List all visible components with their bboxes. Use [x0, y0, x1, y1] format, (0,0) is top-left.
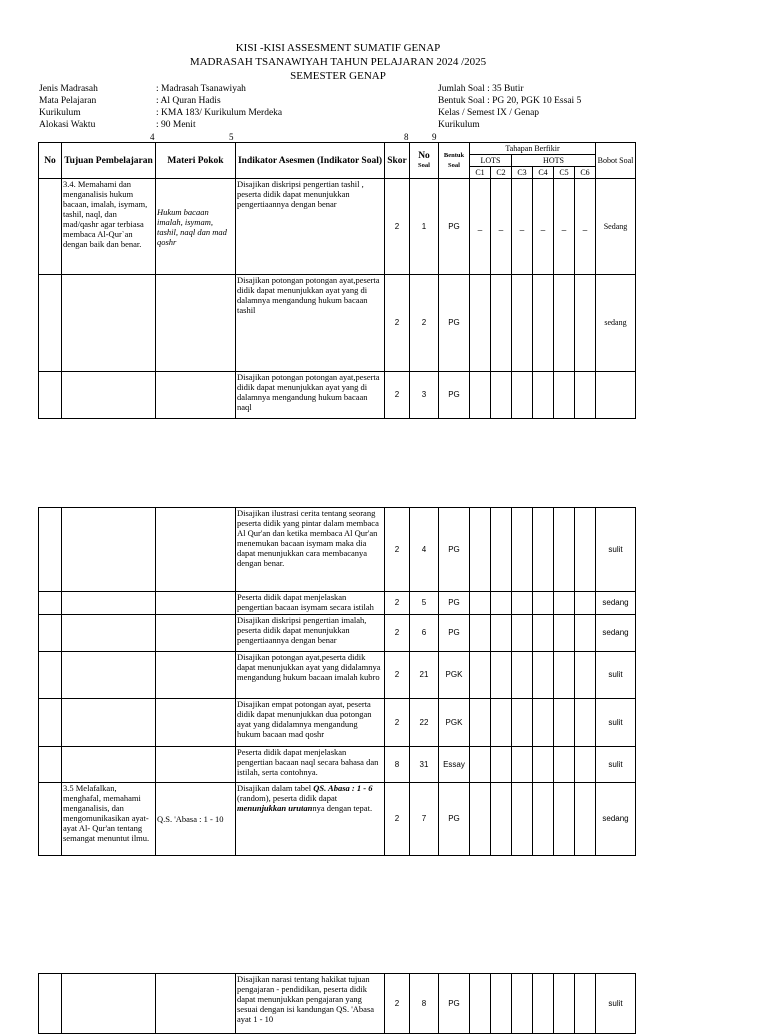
cell-level-c5: [554, 699, 575, 747]
cell-materi: [156, 699, 236, 747]
cell-level-c3: [512, 592, 533, 615]
table-row: [39, 615, 636, 652]
cell-level-c6: [575, 783, 596, 856]
cell-indikator: Peserta didik dapat menjelaskan pengertian bacaan isymam secara istilah: [236, 592, 385, 615]
cell-level-c5: [554, 747, 575, 783]
cell-skor: 2: [385, 508, 410, 592]
cell-level-c5: [554, 592, 575, 615]
cell-indikator: Disajikan potongan ayat,peserta didik dapat menunjukkan ayat yang didalamnya mengandung hukum bacaan imalah kubro: [236, 652, 385, 699]
cell-level-c4: [533, 747, 554, 783]
meta-value-alokasi: : 90 Menit: [156, 120, 196, 130]
cell-skor: 2: [385, 179, 410, 275]
cell-materi: Hukum bacaan imalah, isymam, tashil, naql dan mad qoshr: [156, 179, 236, 275]
cell-level-c1: _: [470, 179, 491, 275]
kisi-kisi-table-continued-2: [38, 973, 636, 1034]
cell-bentuk: PG: [439, 615, 470, 652]
cell-bentuk: PGK: [439, 652, 470, 699]
header-lots: LOTS: [470, 155, 512, 167]
cell-skor: 2: [385, 652, 410, 699]
cell-materi: Q.S. 'Abasa : 1 - 10: [156, 783, 236, 856]
table-row: [39, 179, 636, 275]
meta-label-alokasi: Alokasi Waktu: [39, 120, 96, 130]
cell-no: [39, 179, 62, 275]
cell-no-soal: 2: [410, 275, 439, 372]
cell-level-c4: [533, 699, 554, 747]
meta-value-kurikulum: : KMA 183/ Kurikulum Merdeka: [156, 108, 283, 118]
cell-materi: [156, 592, 236, 615]
indikator-text: Disajikan dalam tabel: [237, 783, 314, 793]
header-no-soal: [410, 143, 439, 179]
indikator-emphasis: menunjukkan urutan: [237, 803, 313, 813]
cell-indikator: Disajikan diskripsi pengertian imalah, peserta didik dapat menunjukkan pengertiaannya dengan benar: [236, 615, 385, 652]
cell-level-c2: [491, 615, 512, 652]
cell-bentuk: PGK: [439, 699, 470, 747]
cell-level-c4: [533, 592, 554, 615]
cell-level-c3: [512, 783, 533, 856]
header-tahapan: Tahapan Berfikir: [470, 143, 596, 155]
cell-level-c4: [533, 783, 554, 856]
cell-level-c6: [575, 508, 596, 592]
cell-level-c4: _: [533, 179, 554, 275]
header-bentuk-line2: Soal: [448, 161, 460, 169]
cell-skor: 2: [385, 974, 410, 1034]
header-no-soal-line1: No: [418, 150, 430, 161]
cell-bentuk: PG: [439, 372, 470, 419]
cell-level-c2: [491, 592, 512, 615]
cell-tujuan: [62, 372, 156, 419]
cell-skor: 8: [385, 747, 410, 783]
cell-level-c4: [533, 508, 554, 592]
cell-tujuan: 3.4. Memahami dan menganalisis hukum bacaan, imalah, isymam, tashil, naql, dan mad/qashr agar terbiasa membaca Al-Qur`an dengan baik dan benar.: [62, 179, 156, 275]
cell-level-c2: [491, 747, 512, 783]
header-level-c6: C6: [575, 167, 596, 179]
cell-bobot: sedang: [596, 615, 636, 652]
meta-jumlah-soal: Jumlah Soal : 35 Butir: [438, 84, 524, 94]
table-row: [39, 747, 636, 783]
header-tujuan: Tujuan Pembelajaran: [62, 143, 156, 179]
cell-bentuk: PG: [439, 179, 470, 275]
cell-materi: [156, 615, 236, 652]
cell-no-soal: 21: [410, 652, 439, 699]
cell-indikator: Disajikan potongan potongan ayat,peserta didik dapat menunjukkan ayat yang di dalamnya mengandung hukum bacaan tashil: [236, 275, 385, 372]
cell-indikator: [236, 783, 385, 856]
cell-level-c1: [470, 372, 491, 419]
column-number: 9: [432, 132, 437, 142]
header-level-c1: C1: [470, 167, 491, 179]
header-bentuk-soal: [439, 143, 470, 179]
cell-no: [39, 592, 62, 615]
cell-bentuk: PG: [439, 974, 470, 1034]
indikator-surah-ref: QS. Abasa : 1 - 6: [313, 783, 373, 793]
table-row: [39, 372, 636, 419]
header-no: No: [39, 143, 62, 179]
cell-level-c1: [470, 747, 491, 783]
cell-level-c2: [491, 275, 512, 372]
meta-kelas: Kelas / Semest IX / Genap: [438, 108, 540, 118]
meta-kurikulum-right: Kurikulum: [438, 120, 480, 130]
table-row: [39, 652, 636, 699]
cell-level-c5: [554, 275, 575, 372]
cell-no-soal: 22: [410, 699, 439, 747]
cell-skor: 2: [385, 275, 410, 372]
cell-level-c3: [512, 615, 533, 652]
cell-materi: [156, 747, 236, 783]
cell-tujuan: [62, 615, 156, 652]
cell-no-soal: 4: [410, 508, 439, 592]
column-number: 4: [150, 132, 155, 142]
cell-tujuan: 3.5 Melafalkan, menghafal, memahami menganalisis, dan mengomunikasikan ayat-ayat Al- Qur'an tentang semangat menuntut ilmu.: [62, 783, 156, 856]
cell-tujuan: [62, 652, 156, 699]
header-bobot: Bobot Soal: [596, 143, 636, 179]
table-row: [39, 275, 636, 372]
header-hots: HOTS: [512, 155, 596, 167]
meta-label-jenis: Jenis Madrasah: [39, 84, 98, 94]
cell-skor: 2: [385, 592, 410, 615]
cell-level-c2: [491, 783, 512, 856]
cell-level-c6: _: [575, 179, 596, 275]
cell-level-c2: [491, 508, 512, 592]
cell-bobot: sedang: [596, 275, 636, 372]
cell-level-c1: [470, 699, 491, 747]
cell-no: [39, 699, 62, 747]
cell-skor: 2: [385, 615, 410, 652]
cell-no: [39, 275, 62, 372]
cell-level-c1: [470, 592, 491, 615]
header-level-c3: C3: [512, 167, 533, 179]
cell-level-c3: [512, 652, 533, 699]
cell-skor: 2: [385, 699, 410, 747]
header-indikator: Indikator Asesmen (Indikator Soal): [236, 143, 385, 179]
indikator-text: nya dengan tepat.: [312, 803, 373, 813]
cell-no: [39, 372, 62, 419]
cell-no: [39, 652, 62, 699]
cell-skor: 2: [385, 372, 410, 419]
cell-bobot: sedang: [596, 783, 636, 856]
cell-level-c6: [575, 974, 596, 1034]
cell-level-c4: [533, 372, 554, 419]
cell-level-c1: [470, 783, 491, 856]
cell-level-c3: [512, 699, 533, 747]
cell-indikator: Disajikan potongan potongan ayat,peserta didik dapat menunjukkan ayat yang di dalamnya mengandung hukum bacaan naql: [236, 372, 385, 419]
cell-level-c3: [512, 508, 533, 592]
cell-level-c4: [533, 615, 554, 652]
cell-bobot: Sedang: [596, 179, 636, 275]
cell-level-c5: _: [554, 179, 575, 275]
meta-label-kurikulum: Kurikulum: [39, 108, 81, 118]
cell-bentuk: PG: [439, 783, 470, 856]
cell-bobot: sulit: [596, 699, 636, 747]
cell-level-c2: [491, 974, 512, 1034]
cell-materi: [156, 652, 236, 699]
cell-level-c5: [554, 508, 575, 592]
cell-bobot: sedang: [596, 592, 636, 615]
header-materi: Materi Pokok: [156, 143, 236, 179]
cell-tujuan: [62, 974, 156, 1034]
cell-no-soal: 1: [410, 179, 439, 275]
doc-title: KISI -KISI ASSESMENT SUMATIF GENAP: [235, 42, 441, 54]
cell-level-c2: _: [491, 179, 512, 275]
cell-no: [39, 747, 62, 783]
cell-indikator: Disajikan narasi tentang hakikat tujuan pengajaran - pendidikan, peserta didik dapat menunjukkan pengajaran yang sesuai dengan isi kandungan QS. 'Abasa ayat 1 - 10: [236, 974, 385, 1034]
cell-level-c6: [575, 275, 596, 372]
cell-bobot: sulit: [596, 974, 636, 1034]
cell-materi: [156, 275, 236, 372]
cell-bentuk: Essay: [439, 747, 470, 783]
cell-level-c5: [554, 615, 575, 652]
meta-bentuk-soal: Bentuk Soal : PG 20, PGK 10 Essai 5: [438, 96, 582, 106]
cell-indikator: Peserta didik dapat menjelaskan pengertian bacaan naql secara bahasa dan istilah, serta contohnya.: [236, 747, 385, 783]
table-row: [39, 974, 636, 1034]
cell-bobot: sulit: [596, 508, 636, 592]
cell-no: [39, 783, 62, 856]
cell-no-soal: 6: [410, 615, 439, 652]
column-number: 5: [229, 132, 234, 142]
cell-bentuk: PG: [439, 592, 470, 615]
cell-bentuk: PG: [439, 275, 470, 372]
cell-level-c6: [575, 699, 596, 747]
cell-no: [39, 508, 62, 592]
header-level-c2: C2: [491, 167, 512, 179]
meta-value-jenis: : Madrasah Tsanawiyah: [156, 84, 246, 94]
cell-level-c5: [554, 783, 575, 856]
kisi-kisi-table: [38, 142, 636, 419]
doc-subtitle: MADRASAH TSANAWIYAH TAHUN PELAJARAN 2024 /2025: [189, 56, 487, 68]
cell-level-c3: _: [512, 179, 533, 275]
cell-no-soal: 3: [410, 372, 439, 419]
cell-level-c4: [533, 275, 554, 372]
cell-level-c3: [512, 275, 533, 372]
cell-bobot: sulit: [596, 652, 636, 699]
cell-level-c3: [512, 372, 533, 419]
table-row: [39, 699, 636, 747]
cell-no-soal: 5: [410, 592, 439, 615]
cell-indikator: Disajikan ilustrasi cerita tentang seorang peserta didik yang pintar dalam membaca Al Qur'an dan ketika membaca Al Qur'an menemukan bacaan isymam maka dia dapat menunjukkan cara membacanya dengan benar.: [236, 508, 385, 592]
table-row: [39, 592, 636, 615]
kisi-kisi-table-continued: [38, 507, 636, 856]
cell-level-c6: [575, 747, 596, 783]
cell-materi: [156, 974, 236, 1034]
cell-level-c6: [575, 615, 596, 652]
header-bentuk-line1: Bentuk: [443, 151, 465, 159]
cell-materi: [156, 372, 236, 419]
cell-level-c3: [512, 974, 533, 1034]
cell-level-c5: [554, 652, 575, 699]
cell-no: [39, 974, 62, 1034]
cell-level-c1: [470, 974, 491, 1034]
table-row: [39, 508, 636, 592]
cell-no-soal: 7: [410, 783, 439, 856]
cell-indikator: Disajikan diskripsi pengertian tashil , peserta didik dapat menunjukkan pengertiaannya dengan benar: [236, 179, 385, 275]
cell-no: [39, 615, 62, 652]
cell-level-c6: [575, 372, 596, 419]
cell-materi: [156, 508, 236, 592]
cell-level-c2: [491, 699, 512, 747]
cell-tujuan: [62, 699, 156, 747]
cell-level-c1: [470, 275, 491, 372]
cell-bobot: [596, 372, 636, 419]
cell-level-c5: [554, 974, 575, 1034]
cell-level-c3: [512, 747, 533, 783]
cell-level-c5: [554, 372, 575, 419]
cell-level-c4: [533, 652, 554, 699]
doc-semester: SEMESTER GENAP: [290, 70, 386, 82]
cell-level-c4: [533, 974, 554, 1034]
header-skor: Skor: [385, 143, 410, 179]
cell-bobot: sulit: [596, 747, 636, 783]
cell-level-c2: [491, 372, 512, 419]
cell-tujuan: [62, 508, 156, 592]
header-level-c5: C5: [554, 167, 575, 179]
cell-skor: 2: [385, 783, 410, 856]
cell-level-c2: [491, 652, 512, 699]
cell-level-c1: [470, 508, 491, 592]
cell-indikator: Disajikan empat potongan ayat, peserta didik dapat menunjukkan dua potongan ayat yang didalamnya mengandung hukum bacaan mad qoshr: [236, 699, 385, 747]
cell-level-c1: [470, 615, 491, 652]
cell-no-soal: 31: [410, 747, 439, 783]
meta-label-mapel: Mata Pelajaran: [39, 96, 97, 106]
cell-level-c6: [575, 652, 596, 699]
cell-bentuk: PG: [439, 508, 470, 592]
cell-tujuan: [62, 747, 156, 783]
header-level-c4: C4: [533, 167, 554, 179]
column-number: 8: [404, 132, 409, 142]
meta-value-mapel: : Al Quran Hadis: [156, 96, 221, 106]
header-no-soal-line2: Soal: [418, 161, 430, 169]
indikator-text: (random), peserta didik dapat: [237, 793, 338, 803]
cell-level-c6: [575, 592, 596, 615]
cell-level-c1: [470, 652, 491, 699]
table-row: [39, 783, 636, 856]
cell-tujuan: [62, 592, 156, 615]
cell-no-soal: 8: [410, 974, 439, 1034]
cell-tujuan: [62, 275, 156, 372]
